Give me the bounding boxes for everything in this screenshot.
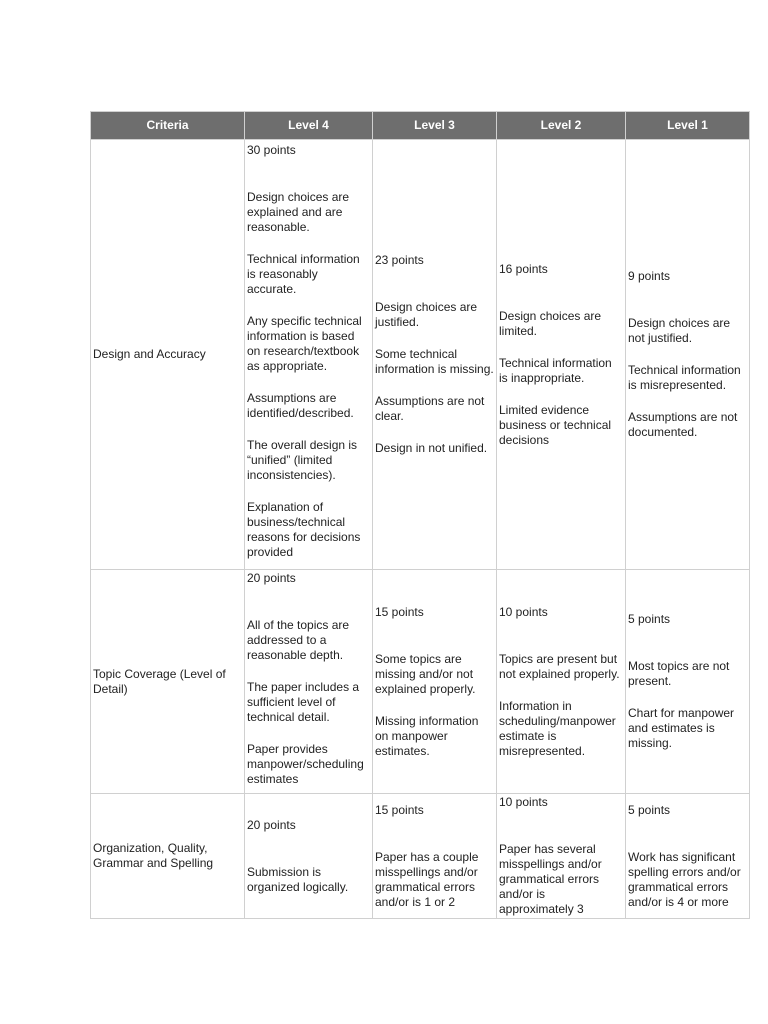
level-3-cell [373, 140, 497, 570]
points-label: 16 points [499, 261, 548, 276]
criterion-text: Information in scheduling/manpower estimate is misrepresented. [499, 698, 616, 758]
header-level-4: Level 4 [245, 112, 373, 140]
criterion-text: Technical information is reasonably accurate. [247, 252, 360, 296]
criterion-text: Design choices are justified. [375, 300, 478, 329]
header-criteria: Criteria [91, 112, 245, 140]
level-4-cell [245, 794, 373, 919]
points-label: 5 points [628, 612, 671, 626]
criterion-text: Assumptions are not clear. [375, 394, 485, 423]
points-label: 15 points [375, 802, 424, 817]
level-2-cell [497, 794, 626, 919]
criteria-cell: Topic Coverage (Level of Detail) [91, 570, 245, 794]
criterion-text: The overall design is “unified” (limited inconsistencies). [247, 438, 358, 482]
points-label: 9 points [628, 269, 671, 283]
criterion-text: Design choices are explained and are reasonable. [247, 190, 350, 234]
criterion-text: Some topics are missing and/or not explained properly. [375, 651, 476, 696]
header-row [91, 112, 750, 140]
points-label: 30 points [247, 143, 296, 157]
points-label: 10 points [499, 604, 548, 619]
rubric-table [90, 111, 750, 919]
level-3-cell [373, 570, 497, 794]
level-1-cell [626, 140, 750, 570]
criterion-text: Missing information on manpower estimates. [375, 713, 479, 758]
criterion-text: The paper includes a sufficient level of technical detail. [247, 680, 360, 724]
criterion-text: Topics are present but not explained properly. [499, 651, 620, 681]
criterion-text: Technical information is inappropriate. [499, 355, 612, 385]
criterion-text: Design choices are limited. [499, 308, 602, 338]
header-level-1: Level 1 [626, 112, 750, 140]
criterion-text: Work has significant spelling errors and/or grammatical errors and/or is 4 or more [628, 849, 741, 909]
criteria-cell: Organization, Quality, Grammar and Spelling [91, 794, 245, 919]
level-1-cell [626, 794, 750, 919]
points-label: 5 points [628, 802, 671, 817]
criterion-text: All of the topics are addressed to a reasonable depth. [247, 618, 350, 662]
criterion-text: Chart for manpower and estimates is missing. [628, 706, 735, 750]
criterion-text: Most topics are not present. [628, 659, 730, 688]
level-3-cell [373, 794, 497, 919]
level-1-cell [626, 570, 750, 794]
criterion-text: Design in not unified. [375, 441, 488, 455]
criterion-text: Assumptions are not documented. [628, 410, 738, 439]
level-2-cell [497, 140, 626, 570]
criterion-text: Paper provides manpower/scheduling estimates [247, 742, 364, 786]
criterion-text: Any specific technical information is based on research/textbook as appropriate. [247, 314, 362, 373]
table-row [91, 140, 750, 570]
points-label: 20 points [247, 571, 296, 585]
level-4-cell [245, 140, 373, 570]
table-row [91, 794, 750, 919]
header-level-3: Level 3 [373, 112, 497, 140]
criterion-text: Paper has a couple misspellings and/or grammatical errors and/or is 1 or 2 [375, 849, 479, 909]
level-4-cell [245, 570, 373, 794]
criterion-text: Technical information is misrepresented. [628, 363, 741, 392]
header-level-2: Level 2 [497, 112, 626, 140]
points-label: 10 points [499, 795, 548, 809]
criterion-text: Design choices are not justified. [628, 316, 731, 345]
points-label: 20 points [247, 817, 296, 832]
criterion-text: Assumptions are identified/described. [247, 391, 354, 420]
criterion-text: Paper has several misspellings and/or grammatical errors and/or is approximately 3 [499, 842, 602, 916]
level-2-cell [497, 570, 626, 794]
points-label: 15 points [375, 604, 424, 619]
criterion-text: Some technical information is missing. [375, 347, 494, 376]
criterion-text: Limited evidence business or technical decisions [499, 402, 612, 447]
criteria-cell: Design and Accuracy [91, 140, 245, 570]
criterion-text: Explanation of business/technical reasons for decisions provided [247, 500, 361, 559]
points-label: 23 points [375, 253, 424, 267]
criterion-text: Submission is organized logically. [247, 864, 349, 894]
table-row [91, 570, 750, 794]
